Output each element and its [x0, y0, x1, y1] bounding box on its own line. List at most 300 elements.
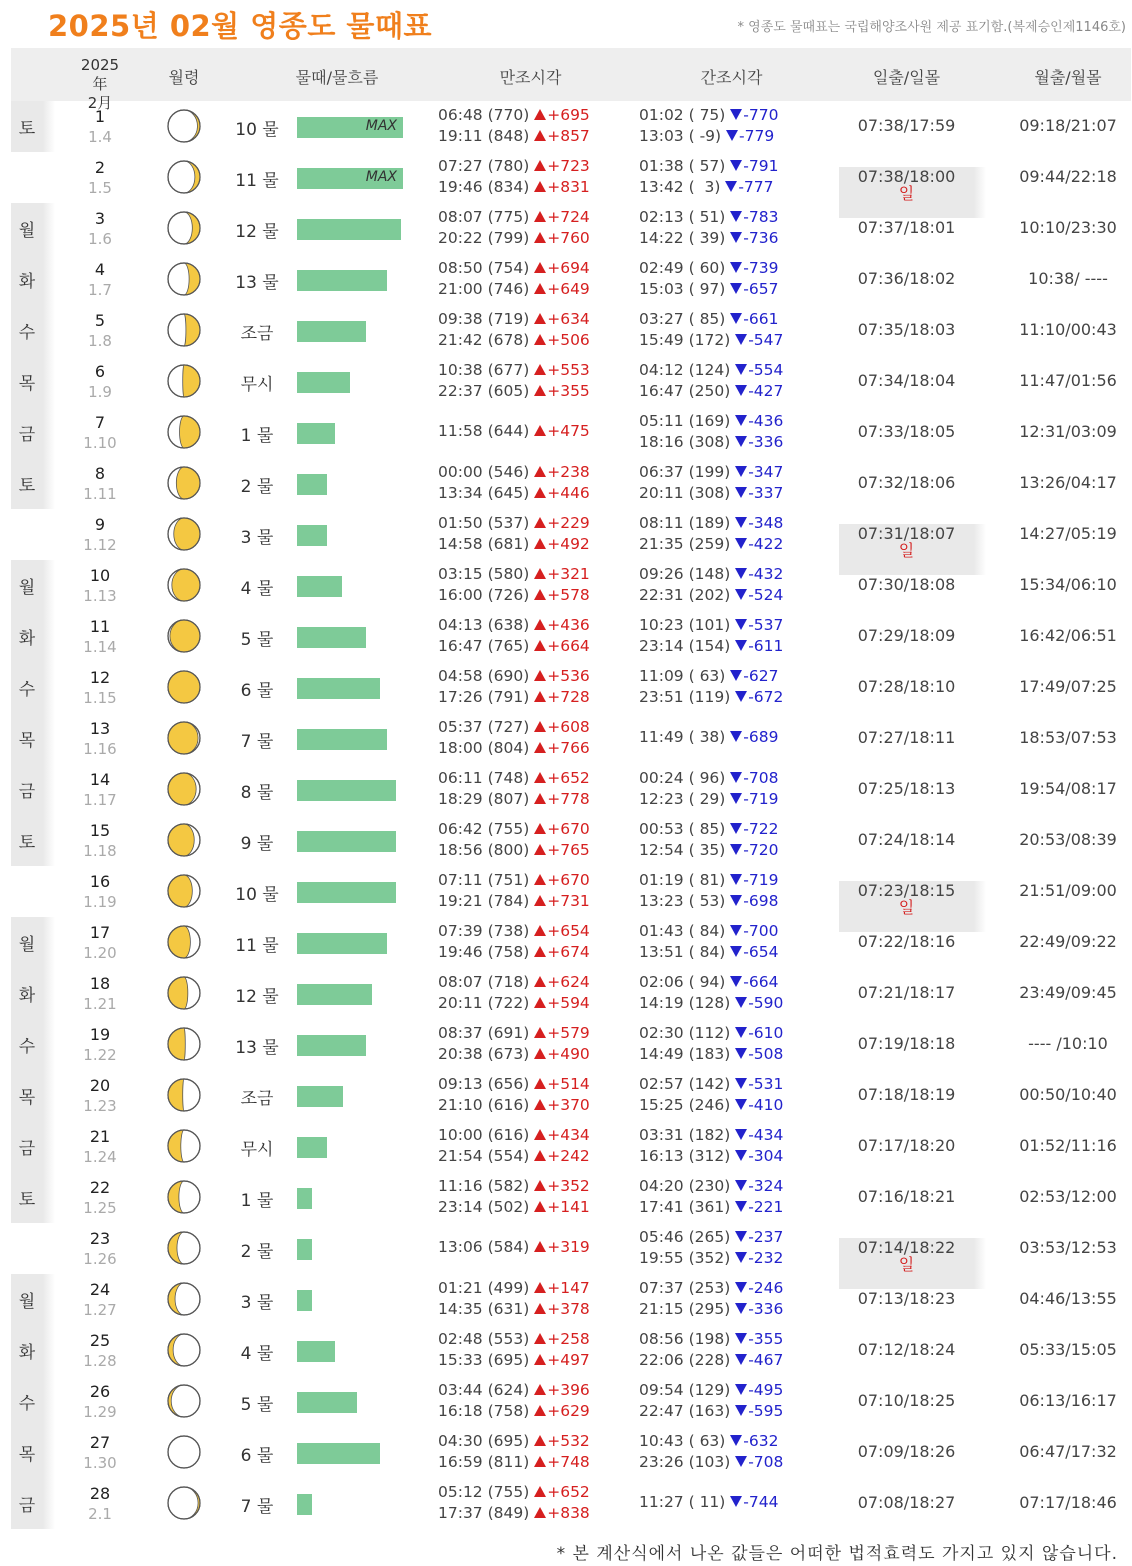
moonrise-moonset: 15:34/06:10: [1019, 575, 1117, 594]
rise-arrow-icon: [534, 925, 546, 936]
lunar-date: 1.24: [83, 1148, 117, 1166]
tide-change-value: +492: [547, 535, 590, 553]
tide-time-height: 11:16 (582): [438, 1177, 530, 1195]
fall-arrow-icon: [735, 1384, 747, 1395]
high-tide-cell: [438, 1431, 590, 1473]
sunrise-sunset: 07:23/18:15: [857, 881, 956, 900]
tide-time-height: 06:11 (748): [438, 769, 530, 787]
tide-change-value: -719: [743, 790, 779, 808]
tide-flow-bar: [297, 1392, 357, 1413]
high-tide-cell: [438, 870, 590, 912]
day-number: 22: [89, 1178, 111, 1197]
tide-time-height: 02:13 ( 51): [639, 208, 726, 226]
disclaimer: * 본 계산식에서 나온 값들은 어떠한 법적효력도 가지고 있지 않습니다.: [556, 1544, 1118, 1564]
tide-change-value: +778: [547, 790, 590, 808]
tide-time-height: 07:11 (751): [438, 871, 530, 889]
tide-time-height: 05:46 (265): [639, 1228, 731, 1246]
low-tide-cell: [639, 1074, 783, 1116]
tide-change-value: -554: [748, 361, 784, 379]
tide-time-height: 01:43 ( 84): [639, 922, 726, 940]
weekday-label: 목: [11, 1427, 43, 1478]
tide-name: 무시: [240, 375, 274, 395]
fall-arrow-icon: [730, 313, 742, 324]
rise-arrow-icon: [534, 589, 546, 600]
sunrise-sunset: 07:36/18:02: [857, 269, 956, 288]
high-tide-entry: [438, 534, 590, 555]
weekday-label: 월: [11, 560, 43, 611]
tide-change-value: +396: [547, 1381, 590, 1399]
low-tide-cell: [639, 768, 778, 810]
tide-time-height: 03:27 ( 85): [639, 310, 726, 328]
lunar-date: 2.1: [88, 1505, 112, 1523]
tide-time-height: 14:19 (128): [639, 994, 731, 1012]
header-moonrise: 월출/월몰: [1034, 68, 1102, 87]
tide-change-value: +497: [547, 1351, 590, 1369]
high-tide-entry: [438, 381, 590, 402]
rise-arrow-icon: [534, 262, 546, 273]
lunar-date: 1.21: [83, 995, 117, 1013]
rise-arrow-icon: [534, 772, 546, 783]
tide-change-value: +147: [547, 1279, 590, 1297]
tide-change-value: +238: [547, 463, 590, 481]
low-tide-entry: [639, 687, 783, 708]
rise-arrow-icon: [534, 1384, 546, 1395]
tide-time-height: 04:20 (230): [639, 1177, 731, 1195]
tide-change-value: -700: [743, 922, 779, 940]
moonrise-moonset: 02:53/12:00: [1019, 1187, 1117, 1206]
sunrise-sunset: 07:21/18:17: [857, 983, 956, 1002]
sunrise-sunset: 07:16/18:21: [857, 1187, 956, 1206]
tide-time-height: 09:54 (129): [639, 1381, 731, 1399]
high-tide-cell: [438, 768, 590, 810]
tide-name: 무시: [240, 1140, 274, 1160]
tide-time-height: 18:56 (800): [438, 841, 530, 859]
tide-change-value: -736: [743, 229, 779, 247]
low-tide-entry: [639, 330, 783, 351]
rise-arrow-icon: [534, 1078, 546, 1089]
low-tide-entry: [639, 1299, 783, 1320]
high-tide-cell: [438, 1237, 590, 1258]
fall-arrow-icon: [730, 895, 742, 906]
high-tide-entry: [438, 279, 590, 300]
tide-time-height: 23:14 (502): [438, 1198, 530, 1216]
weekday-label: 수: [11, 1376, 43, 1427]
high-tide-entry: [438, 789, 590, 810]
tide-change-value: +608: [547, 718, 590, 736]
tide-time-height: 19:21 (784): [438, 892, 530, 910]
sunrise-sunset: 07:37/18:01: [857, 218, 956, 237]
high-tide-cell: [438, 1380, 590, 1422]
rise-arrow-icon: [534, 793, 546, 804]
tide-flow-bar: [297, 1137, 327, 1158]
tide-change-value: +723: [547, 157, 590, 175]
tide-change-value: +670: [547, 871, 590, 889]
lunar-date: 1.20: [83, 944, 117, 962]
weekday-label: 목: [11, 356, 43, 407]
moonrise-moonset: 13:26/04:17: [1019, 473, 1117, 492]
tide-change-value: +514: [547, 1075, 590, 1093]
rise-arrow-icon: [534, 568, 546, 579]
tide-time-height: 04:12 (124): [639, 361, 731, 379]
tide-change-value: -508: [748, 1045, 784, 1063]
tide-change-value: +724: [547, 208, 590, 226]
fall-arrow-icon: [735, 466, 747, 477]
lunar-date: 1.12: [83, 536, 117, 554]
high-tide-entry: [438, 330, 590, 351]
high-tide-entry: [438, 1176, 590, 1197]
fall-arrow-icon: [735, 1201, 747, 1212]
low-tide-entry: [639, 207, 778, 228]
low-tide-entry: [639, 666, 783, 687]
tide-time-height: 04:58 (690): [438, 667, 530, 685]
high-tide-cell: [438, 258, 590, 300]
high-tide-entry: [438, 1023, 590, 1044]
fall-arrow-icon: [735, 997, 747, 1008]
tide-name: 1 물: [240, 1191, 274, 1211]
tide-name: 3 물: [240, 528, 274, 548]
tide-name: 1 물: [240, 426, 274, 446]
tide-time-height: 21:42 (678): [438, 331, 530, 349]
weekday-label: 월: [11, 917, 43, 968]
tide-time-height: 09:26 (148): [639, 565, 731, 583]
tide-change-value: -221: [748, 1198, 784, 1216]
tide-time-height: 20:22 (799): [438, 229, 530, 247]
tide-flow-bar: [297, 933, 387, 954]
high-tide-entry: [438, 207, 590, 228]
high-tide-cell: [438, 1074, 590, 1116]
high-tide-entry: [438, 1452, 590, 1473]
sunrise-sunset: 07:10/18:25: [857, 1391, 956, 1410]
tide-time-height: 13:51 ( 84): [639, 943, 726, 961]
sunrise-sunset: 07:17/18:20: [857, 1136, 956, 1155]
table-row: [11, 1274, 1131, 1325]
high-tide-cell: [438, 972, 590, 1014]
tide-time-height: 08:11 (189): [639, 514, 731, 532]
fall-arrow-icon: [735, 619, 747, 630]
fall-arrow-icon: [735, 1231, 747, 1242]
tide-flow-bar: [297, 576, 342, 597]
low-tide-entry: [639, 534, 783, 555]
high-tide-cell: [438, 462, 590, 504]
moonrise-moonset: 11:47/01:56: [1019, 371, 1117, 390]
weekday-label: 토: [11, 458, 43, 509]
tide-change-value: -698: [743, 892, 779, 910]
tide-change-value: -722: [743, 820, 779, 838]
tide-time-height: 10:43 ( 63): [639, 1432, 726, 1450]
rise-arrow-icon: [534, 364, 546, 375]
tide-change-value: -657: [743, 280, 779, 298]
weekday-label: 월: [11, 1274, 43, 1325]
fall-arrow-icon: [735, 487, 747, 498]
moon-phase-icon: [166, 1383, 202, 1419]
tide-change-value: -627: [743, 667, 779, 685]
tide-change-value: +434: [547, 1126, 590, 1144]
lunar-date: 1.29: [83, 1403, 117, 1421]
tide-time-height: 06:37 (199): [639, 463, 731, 481]
tide-time-height: 22:47 (163): [639, 1402, 731, 1420]
tide-change-value: +242: [547, 1147, 590, 1165]
fall-arrow-icon: [735, 1333, 747, 1344]
header-date-year: 2025年: [80, 56, 120, 93]
header-tide: 물때/물흐름: [295, 68, 379, 87]
table-row: [11, 152, 1131, 203]
fall-arrow-icon: [735, 517, 747, 528]
fall-arrow-icon: [730, 262, 742, 273]
low-tide-entry: [639, 360, 783, 381]
low-tide-cell: [639, 819, 778, 861]
tide-flow-bar: [297, 780, 396, 801]
fall-arrow-icon: [735, 415, 747, 426]
moonrise-moonset: 00:50/10:40: [1019, 1085, 1117, 1104]
fall-arrow-icon: [735, 1099, 747, 1110]
tide-time-height: 20:38 (673): [438, 1045, 530, 1063]
high-tide-cell: [438, 421, 590, 442]
rise-arrow-icon: [534, 211, 546, 222]
rise-arrow-icon: [534, 130, 546, 141]
weekday-label: 금: [11, 1121, 43, 1172]
tide-change-value: -610: [748, 1024, 784, 1042]
high-tide-cell: [438, 921, 590, 963]
high-tide-cell: [438, 1023, 590, 1065]
table-row: [11, 1325, 1131, 1376]
low-tide-cell: [639, 564, 783, 606]
sunrise-sunset: 07:14/18:22: [857, 1238, 956, 1257]
day-number: 10: [89, 566, 111, 585]
tide-time-height: 11:09 ( 63): [639, 667, 726, 685]
rise-arrow-icon: [534, 640, 546, 651]
moonrise-moonset: ---- /10:10: [1028, 1034, 1108, 1053]
low-tide-cell: [639, 972, 783, 1014]
low-tide-entry: [639, 1452, 783, 1473]
fall-arrow-icon: [730, 946, 742, 957]
tide-flow-bar: [297, 984, 372, 1005]
tide-change-value: -547: [748, 331, 784, 349]
tide-change-value: -337: [748, 484, 784, 502]
rise-arrow-icon: [534, 976, 546, 987]
tide-time-height: 08:37 (691): [438, 1024, 530, 1042]
moonrise-moonset: 05:33/15:05: [1019, 1340, 1117, 1359]
high-tide-entry: [438, 228, 590, 249]
tide-change-value: +229: [547, 514, 590, 532]
low-tide-entry: [639, 1248, 783, 1269]
moon-phase-icon: [166, 1230, 202, 1266]
sunrise-sunset: 07:34/18:04: [857, 371, 956, 390]
tide-time-height: 18:00 (804): [438, 739, 530, 757]
low-tide-entry: [639, 1227, 783, 1248]
low-tide-cell: [639, 309, 783, 351]
rise-arrow-icon: [534, 487, 546, 498]
tide-time-height: 03:31 (182): [639, 1126, 731, 1144]
lunar-date: 1.28: [83, 1352, 117, 1370]
low-tide-entry: [639, 1023, 783, 1044]
weekday-label: 금: [11, 407, 43, 458]
tide-time-height: 01:02 ( 75): [639, 106, 726, 124]
high-tide-cell: [438, 1482, 590, 1524]
low-tide-entry: [639, 1380, 783, 1401]
low-tide-entry: [639, 228, 778, 249]
tide-change-value: -355: [748, 1330, 784, 1348]
header-sun: 일출/일몰: [872, 68, 941, 87]
tide-flow-bar: [297, 729, 387, 750]
tide-time-height: 12:23 ( 29): [639, 790, 726, 808]
rise-arrow-icon: [534, 1180, 546, 1191]
fall-arrow-icon: [730, 844, 742, 855]
day-number: 20: [89, 1076, 111, 1095]
low-tide-entry: [639, 993, 783, 1014]
tide-name: 조금: [240, 1089, 274, 1109]
lunar-date: 1.17: [83, 791, 117, 809]
table-row: [11, 254, 1131, 305]
high-tide-cell: [438, 615, 590, 657]
sunrise-sunset: 07:33/18:05: [857, 422, 956, 441]
tide-time-height: 17:41 (361): [639, 1198, 731, 1216]
table-row: [11, 509, 1131, 560]
high-tide-entry: [438, 768, 590, 789]
moon-phase-icon: [166, 312, 202, 348]
tide-change-value: +370: [547, 1096, 590, 1114]
tide-time-height: 08:56 (198): [639, 1330, 731, 1348]
tide-change-value: +629: [547, 1402, 590, 1420]
high-tide-entry: [438, 717, 590, 738]
sunrise-sunset: 07:31/18:07: [857, 524, 956, 543]
tide-change-value: -744: [743, 1493, 779, 1511]
moon-phase-icon: [166, 975, 202, 1011]
page-title: 2025년 02월 영종도 물때표: [48, 9, 432, 43]
tide-change-value: +321: [547, 565, 590, 583]
tide-flow-bar: [297, 321, 366, 342]
high-tide-cell: [438, 1176, 590, 1218]
day-number: 27: [89, 1433, 111, 1452]
tide-change-value: -336: [748, 1300, 784, 1318]
moonrise-moonset: 03:53/12:53: [1019, 1238, 1117, 1257]
table-row: [11, 407, 1131, 458]
fall-arrow-icon: [735, 385, 747, 396]
high-tide-entry: [438, 870, 590, 891]
moonrise-moonset: 20:53/08:39: [1019, 830, 1117, 849]
sunrise-sunset: 07:08/18:27: [857, 1493, 956, 1512]
high-tide-entry: [438, 1074, 590, 1095]
table-row: [11, 1172, 1131, 1223]
low-tide-cell: [639, 727, 778, 748]
tide-flow-bar: [297, 1086, 343, 1107]
tide-time-height: 01:50 (537): [438, 514, 530, 532]
tide-change-value: +731: [547, 892, 590, 910]
day-number: 1: [94, 107, 106, 126]
tide-time-height: 02:30 (112): [639, 1024, 731, 1042]
moon-phase-icon: [166, 771, 202, 807]
low-tide-entry: [639, 891, 778, 912]
high-tide-cell: [438, 819, 590, 861]
tide-flow-bar: [297, 1494, 312, 1515]
table-row: [11, 1070, 1131, 1121]
tide-time-height: 10:23 (101): [639, 616, 731, 634]
low-tide-entry: [639, 126, 778, 147]
lunar-date: 1.10: [83, 434, 117, 452]
tide-change-value: -708: [748, 1453, 784, 1471]
high-tide-entry: [438, 891, 590, 912]
high-tide-entry: [438, 1125, 590, 1146]
moonrise-moonset: 10:10/23:30: [1019, 218, 1117, 237]
tide-time-height: 22:37 (605): [438, 382, 530, 400]
low-tide-entry: [639, 636, 783, 657]
table-row: [11, 968, 1131, 1019]
tide-change-value: -739: [743, 259, 779, 277]
sunrise-sunset: 07:12/18:24: [857, 1340, 956, 1359]
lunar-date: 1.6: [88, 230, 112, 248]
fall-arrow-icon: [735, 364, 747, 375]
tide-change-value: +664: [547, 637, 590, 655]
lunar-date: 1.14: [83, 638, 117, 656]
rise-arrow-icon: [534, 619, 546, 630]
low-tide-entry: [639, 870, 778, 891]
day-number: 4: [94, 260, 106, 279]
day-number: 25: [89, 1331, 111, 1350]
tide-change-value: -664: [743, 973, 779, 991]
moon-phase-icon: [166, 1179, 202, 1215]
moon-phase-icon: [166, 924, 202, 960]
tide-time-height: 19:46 (758): [438, 943, 530, 961]
tide-time-height: 03:15 (580): [438, 565, 530, 583]
tide-time-height: 13:42 ( 3): [639, 178, 721, 196]
low-tide-entry: [639, 1492, 778, 1513]
tide-time-height: 00:53 ( 85): [639, 820, 726, 838]
tide-time-height: 13:06 (584): [438, 1238, 530, 1256]
table-row: [11, 1019, 1131, 1070]
sunrise-sunset: 07:09/18:26: [857, 1442, 956, 1461]
tide-time-height: 23:14 (154): [639, 637, 731, 655]
day-number: 3: [94, 209, 106, 228]
day-number: 5: [94, 311, 106, 330]
tide-time-height: 01:38 ( 57): [639, 157, 726, 175]
moonrise-moonset: 23:49/09:45: [1019, 983, 1117, 1002]
low-tide-entry: [639, 1146, 783, 1167]
rise-arrow-icon: [534, 1282, 546, 1293]
fall-arrow-icon: [730, 925, 742, 936]
moon-phase-icon: [166, 465, 202, 501]
tide-change-value: -661: [743, 310, 779, 328]
fall-arrow-icon: [730, 823, 742, 834]
fall-arrow-icon: [735, 1027, 747, 1038]
tide-time-height: 21:10 (616): [438, 1096, 530, 1114]
tide-flow-bar: [297, 1035, 366, 1056]
high-tide-entry: [438, 1237, 590, 1258]
day-number: 14: [89, 770, 111, 789]
tide-time-height: 15:25 (246): [639, 1096, 731, 1114]
tide-time-height: 16:59 (811): [438, 1453, 530, 1471]
tide-name: 10 물: [235, 885, 279, 905]
tide-time-height: 17:26 (791): [438, 688, 530, 706]
low-tide-cell: [639, 1176, 783, 1218]
fall-arrow-icon: [730, 211, 742, 222]
moon-phase-icon: [166, 1026, 202, 1062]
moonrise-moonset: 04:46/13:55: [1019, 1289, 1117, 1308]
tide-time-height: 12:54 ( 35): [639, 841, 726, 859]
rise-arrow-icon: [534, 1048, 546, 1059]
tide-flow-bar: [297, 525, 327, 546]
day-number: 18: [89, 974, 111, 993]
day-number: 16: [89, 872, 111, 891]
rise-arrow-icon: [534, 997, 546, 1008]
high-tide-cell: [438, 1278, 590, 1320]
low-tide-cell: [639, 156, 778, 198]
tide-time-height: 05:37 (727): [438, 718, 530, 736]
moon-phase-icon: [166, 261, 202, 297]
rise-arrow-icon: [534, 1354, 546, 1365]
rise-arrow-icon: [534, 895, 546, 906]
tide-name: 11 물: [235, 171, 279, 191]
tide-name: 12 물: [235, 222, 279, 242]
high-tide-entry: [438, 666, 590, 687]
